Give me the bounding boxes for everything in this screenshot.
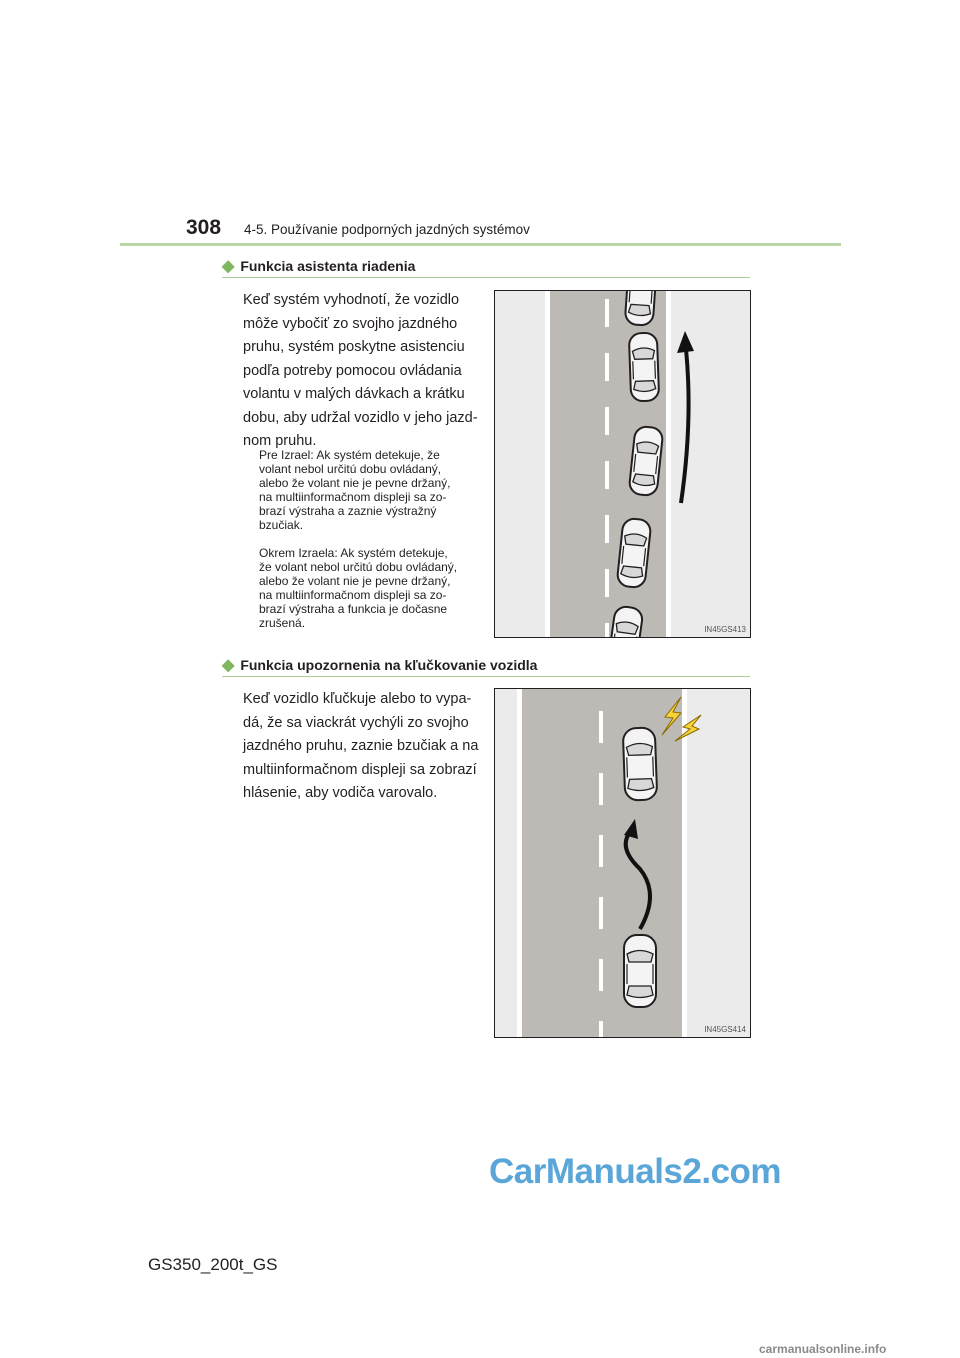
road-edge-line xyxy=(517,689,522,1037)
figure-code: IN45GS413 xyxy=(704,625,746,634)
model-code: GS350_200t_GS xyxy=(148,1255,278,1274)
text-line: Keď systém vyhodnotí, že vozidlo xyxy=(243,292,460,308)
section-rule xyxy=(222,676,750,677)
diamond-bullet-icon: ◆ xyxy=(222,657,235,674)
text-line: brazí výstraha a zaznie výstražný xyxy=(259,504,437,518)
car-icon xyxy=(624,935,656,1007)
text-line: dá, že sa viackrát vychýli zo svojho xyxy=(243,714,469,731)
section-rule xyxy=(222,277,750,278)
text-line: multiinformačnom displeji sa zobrazí xyxy=(243,761,477,778)
steering-assist-description xyxy=(243,289,479,454)
text-line: na multiinformačnom displeji sa zo- xyxy=(259,588,447,602)
text-line: hlásenie, aby vodiča varovalo. xyxy=(243,785,438,801)
text-line: podľa potreby pomocou ovládania xyxy=(243,362,462,379)
road-edge-line xyxy=(666,291,671,637)
watermark-carmanuals2: CarManuals2.com xyxy=(489,1152,782,1191)
text-line: môže vybočiť zo svojho jazdného xyxy=(243,315,458,332)
chapter-title: 4-5. Používanie podporných jazdných systémov xyxy=(244,222,530,237)
diamond-bullet-icon: ◆ xyxy=(222,258,235,275)
note-israel xyxy=(259,448,479,532)
car-icon xyxy=(617,518,652,589)
road-edge-line xyxy=(545,291,550,637)
figure-steering-assist xyxy=(494,290,751,638)
text-line: že volant nebol určitú dobu ovládaný, xyxy=(259,560,458,574)
page-number: 308 xyxy=(186,216,222,239)
watermark-carmanualsonline: carmanualsonline.info xyxy=(759,1342,887,1356)
road-edge-line xyxy=(682,689,687,1037)
text-line: brazí výstraha a funkcia je dočasne xyxy=(259,602,448,616)
section-heading-steering-assist xyxy=(222,256,415,276)
text-line: volantu v malých dávkach a krátku xyxy=(243,386,465,402)
section-heading-sway-warning xyxy=(222,655,537,675)
text-line: volant nebol určitú dobu ovládaný, xyxy=(259,462,442,476)
lane-illustration-1 xyxy=(495,291,750,637)
section-heading-text: Funkcia asistenta riadenia xyxy=(240,258,416,274)
text-line: Okrem Izraela: Ak systém detekuje, xyxy=(259,546,448,560)
text-line: Keď vozidlo kľučkuje alebo to vypa- xyxy=(243,691,472,707)
text-line: zrušená. xyxy=(259,616,306,630)
text-line: jazdného pruhu, zaznie bzučiak a na xyxy=(243,738,479,754)
car-icon xyxy=(629,426,664,497)
lane-illustration-2 xyxy=(495,689,750,1037)
text-line: dobu, aby udržal vozidlo v jeho jazd- xyxy=(243,409,478,426)
sway-warning-description xyxy=(243,688,479,806)
section-heading-text: Funkcia upozornenia na kľučkovanie vozidla xyxy=(240,657,538,673)
text-line: bzučiak. xyxy=(259,518,304,532)
header-rule xyxy=(120,243,841,246)
figure-sway-warning xyxy=(494,688,751,1038)
note-outside-israel xyxy=(259,546,479,630)
text-line: nom pruhu. xyxy=(243,433,317,449)
text-line: Pre Izrael: Ak systém detekuje, že xyxy=(259,448,440,462)
figure-code: IN45GS414 xyxy=(704,1025,746,1034)
car-icon xyxy=(623,727,657,800)
text-line: alebo že volant nie je pevne držaný, xyxy=(259,476,451,490)
text-line: na multiinformačnom displeji sa zo- xyxy=(259,490,447,504)
text-line: pruhu, systém poskytne asistenciu xyxy=(243,339,465,355)
car-icon xyxy=(629,333,659,402)
text-line: alebo že volant nie je pevne držaný, xyxy=(259,574,451,588)
